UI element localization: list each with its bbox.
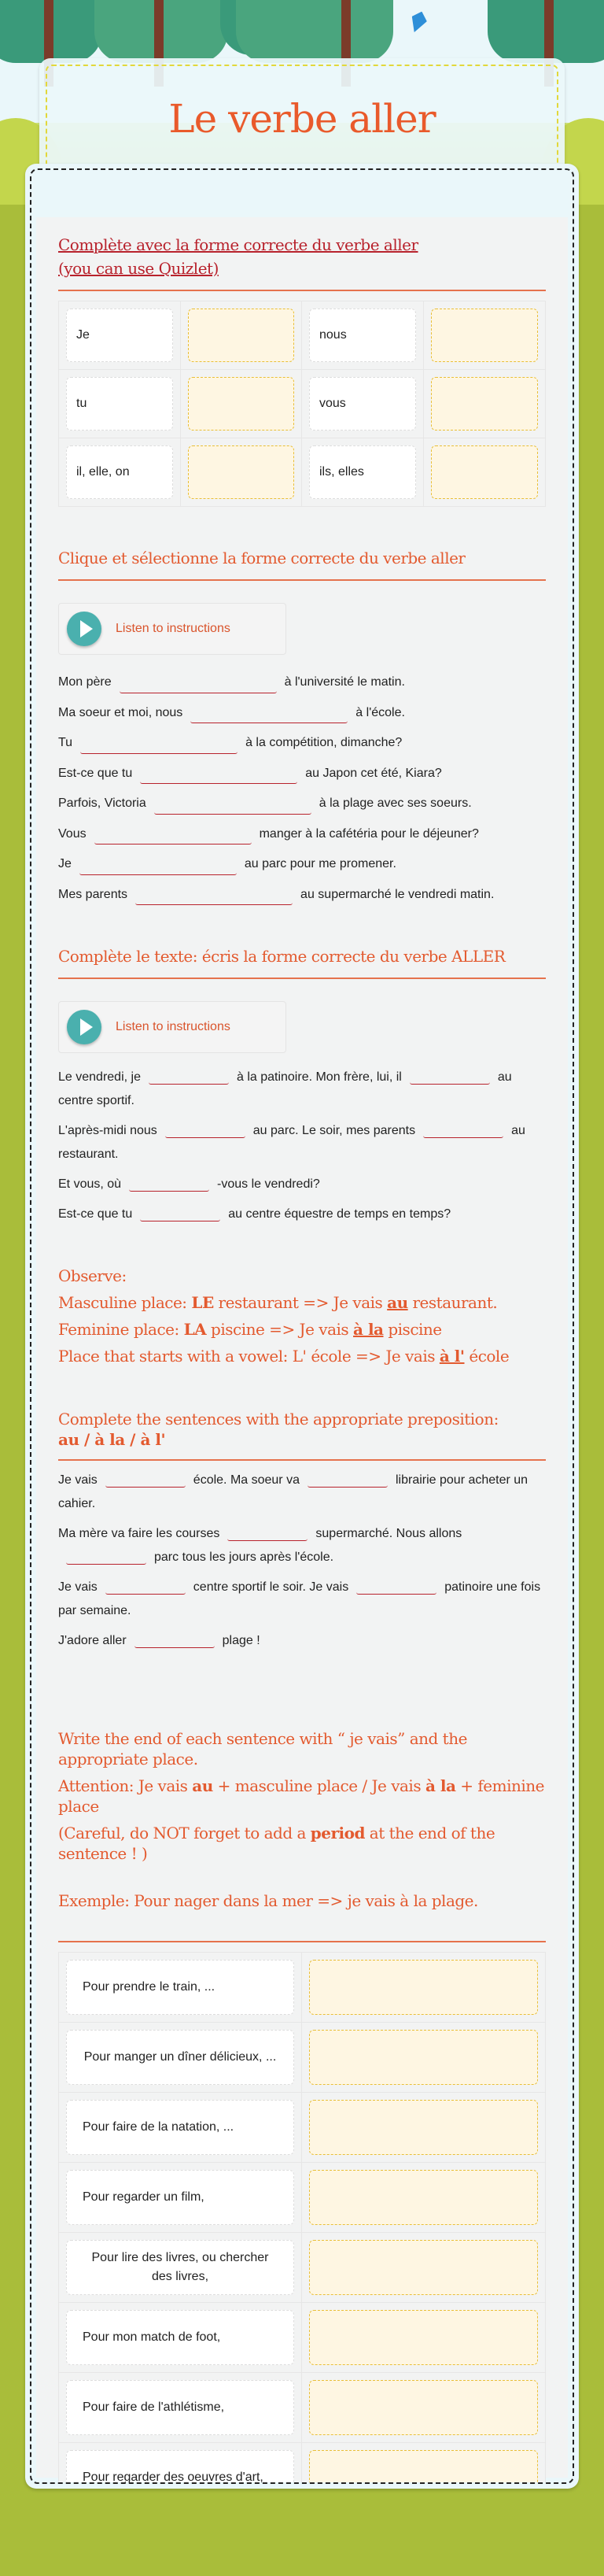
answer-dropdown[interactable] (140, 765, 297, 784)
answer-input[interactable] (356, 1576, 436, 1595)
sentence-row: Et vous, où -vous le vendredi? (58, 1173, 546, 1196)
answer-drop-zone[interactable] (309, 2100, 538, 2155)
pronoun-card: vous (309, 377, 416, 431)
heading-line: (you can use Quizlet) (58, 259, 219, 278)
prompt-card: Pour faire de la natation, ... (66, 2100, 294, 2155)
sentence-row: Ma soeur et moi, nous à l'école. (58, 698, 546, 729)
section-heading: Complète le texte: écris la forme correcte du verbe ALLER (58, 947, 506, 966)
divider (58, 290, 546, 291)
answer-drop-zone[interactable] (188, 445, 295, 499)
pronoun-card: Je (66, 309, 173, 362)
divider (58, 579, 546, 581)
worksheet-panel (25, 164, 579, 2489)
divider (58, 978, 546, 979)
section-heading (58, 233, 546, 280)
play-icon (67, 612, 101, 646)
section-heading: Clique et sélectionne la forme correcte du verbe aller (58, 549, 466, 567)
pronoun-card: tu (66, 377, 173, 431)
divider (58, 1459, 546, 1461)
answer-drop-zone[interactable] (309, 2380, 538, 2435)
sentence-row: Je vais centre sportif le soir. Je vais patinoire une fois par semaine. (58, 1576, 546, 1623)
answer-drop-zone[interactable] (309, 2450, 538, 2484)
section-complete-text (58, 944, 546, 1233)
section-conjugation-match (58, 233, 546, 507)
answer-dropdown[interactable] (120, 674, 277, 693)
sentence-row: Vous manger à la cafétéria pour le déjeuner? (58, 819, 546, 850)
answer-input[interactable] (149, 1066, 229, 1085)
listen-label: Listen to instructions (116, 622, 230, 635)
pronoun-card: il, elle, on (66, 445, 173, 499)
answer-drop-zone[interactable] (188, 377, 295, 431)
answer-dropdown[interactable] (135, 886, 293, 905)
sentence-row: Est-ce que tu au Japon cet été, Kiara? (58, 759, 546, 789)
kite-icon (407, 9, 429, 35)
answer-dropdown[interactable] (79, 856, 237, 875)
answer-drop-zone[interactable] (188, 309, 295, 362)
prompt-card: Pour regarder un film, (66, 2170, 294, 2225)
sentence-match-grid (58, 1952, 546, 2484)
prompt-card: Pour mon match de foot, (66, 2310, 294, 2365)
title-card-frame (46, 65, 558, 176)
prompt-card: Pour prendre le train, ... (66, 1960, 294, 2015)
sentence-row: Tu à la compétition, dimanche? (58, 728, 546, 759)
example-text: Exemple: Pour nager dans la mer => je vais à la plage. (58, 1891, 478, 1910)
answer-input[interactable] (105, 1469, 186, 1488)
sentence-row: Ma mère va faire les courses supermarché. Nous allonsparc tous les jours après l'école. (58, 1522, 546, 1569)
section-heading: Complete the sentences with the appropriate preposition: au / à la / à l' (58, 1410, 499, 1449)
answer-input[interactable] (410, 1066, 490, 1085)
answer-input[interactable] (66, 1546, 146, 1565)
answer-input[interactable] (423, 1119, 503, 1138)
sentence-row: Est-ce que tu au centre équestre de temps en temps? (58, 1203, 546, 1226)
prompt-card: Pour lire des livres, ou chercher des livres, (66, 2240, 294, 2295)
sentence-row: Le vendredi, je à la patinoire. Mon frère, lui, il au centre sportif. (58, 1066, 546, 1113)
answer-dropdown[interactable] (190, 704, 348, 723)
worksheet-frame (30, 168, 574, 2484)
tree-icon (236, 0, 393, 63)
sentence-row: Mes parents au supermarché le vendredi matin. (58, 880, 546, 911)
listen-instructions-button[interactable] (58, 1001, 286, 1053)
answer-input[interactable] (134, 1629, 215, 1648)
paragraph-list (58, 1469, 546, 1653)
title-card (39, 58, 565, 176)
section-select-form (58, 546, 546, 910)
sentence-row: L'après-midi nous au parc. Le soir, mes parents au restaurant. (58, 1119, 546, 1166)
observe-line: Place that starts with a vowel: L' école => Je vais à l' école (58, 1347, 510, 1366)
section-write-sentences (58, 1728, 546, 2484)
prompt-card: Pour regarder des oeuvres d'art, (66, 2450, 294, 2484)
sentence-row: Parfois, Victoria à la plage avec ses soeurs. (58, 789, 546, 819)
sentence-row: Mon père à l'université le matin. (58, 667, 546, 698)
paragraph-list (58, 1066, 546, 1226)
play-icon (67, 1010, 101, 1044)
observe-title: Observe: (58, 1266, 127, 1285)
heading-line: Complète avec la forme correcte du verbe aller (58, 235, 418, 254)
pronoun-card: ils, elles (309, 445, 416, 499)
prompt-card: Pour faire de l'athlétisme, (66, 2380, 294, 2435)
answer-drop-zone[interactable] (431, 309, 539, 362)
answer-drop-zone[interactable] (431, 377, 539, 431)
answer-drop-zone[interactable] (309, 1960, 538, 2015)
section-prepositions (58, 1409, 546, 1659)
prompt-card: Pour manger un dîner délicieux, ... (66, 2030, 294, 2085)
pronoun-card: nous (309, 309, 416, 362)
sentence-row: Je vais école. Ma soeur va librairie pour acheter un cahier. (58, 1469, 546, 1516)
sentence-row: J'adore aller plage ! (58, 1629, 546, 1653)
answer-input[interactable] (105, 1576, 186, 1595)
answer-input[interactable] (308, 1469, 388, 1488)
answer-dropdown[interactable] (94, 826, 252, 844)
answer-drop-zone[interactable] (309, 2240, 538, 2295)
observe-note (58, 1262, 546, 1369)
divider (58, 1941, 546, 1942)
answer-drop-zone[interactable] (309, 2310, 538, 2365)
worksheet-content (36, 217, 568, 2484)
answer-input[interactable] (140, 1203, 220, 1221)
observe-line: Masculine place: LE restaurant => Je vais au restaurant. (58, 1293, 498, 1312)
answer-input[interactable] (227, 1522, 308, 1541)
observe-line: Feminine place: LA piscine => Je vais à la piscine (58, 1320, 442, 1339)
answer-input[interactable] (165, 1119, 245, 1138)
listen-instructions-button[interactable] (58, 603, 286, 655)
sentence-list (58, 667, 546, 910)
answer-drop-zone[interactable] (309, 2030, 538, 2085)
sentence-row: Je au parc pour me promener. (58, 849, 546, 880)
answer-dropdown[interactable] (154, 796, 311, 815)
answer-drop-zone[interactable] (431, 445, 539, 499)
page-title: Le verbe aller (168, 96, 436, 142)
listen-label: Listen to instructions (116, 1020, 230, 1033)
match-grid (58, 301, 546, 507)
answer-input[interactable] (129, 1173, 209, 1192)
answer-drop-zone[interactable] (309, 2170, 538, 2225)
answer-dropdown[interactable] (80, 735, 238, 754)
instructions: Write the end of each sentence with “ je vais” and the appropriate place. Attention: Je vais au + masculine place / Je vais à la + feminine place (Careful, do NOT forget to add a period at the end of the sentence ! ) Exemple: Pour nager dans la mer => je vais à la plage. (58, 1729, 544, 1910)
